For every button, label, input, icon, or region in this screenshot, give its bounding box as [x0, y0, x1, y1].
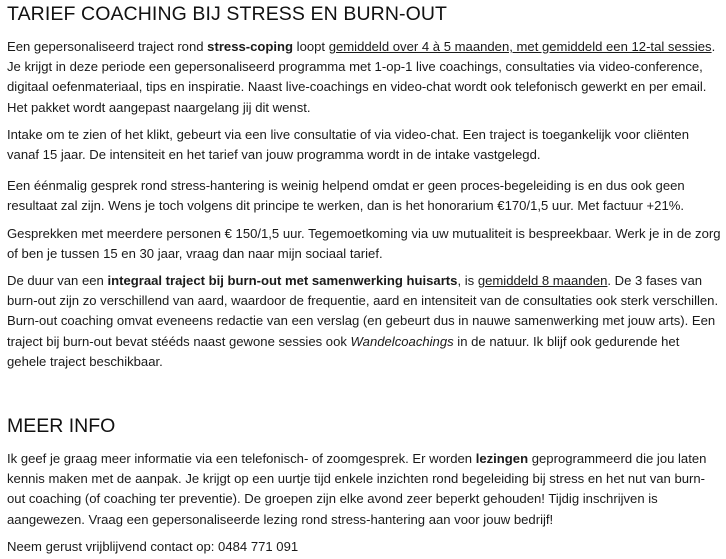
paragraph-traject-stress — [7, 37, 721, 118]
p2-text: Intake om te zien of het klikt, gebeurt via een live consultatie of via video-chat. Een traject is toegankelijk voor cliënten vanaf 15 jaar. De intensiteit en het tarief van jouw programma wordt in de intake vastgelegd. — [7, 127, 689, 163]
paragraph-contact — [7, 537, 721, 557]
paragraph-intake — [7, 125, 721, 165]
p5-text-a: De duur van een — [7, 273, 108, 288]
info-text-a: Ik geef je graag meer informatie via een telefonisch- of zoomgesprek. Er worden — [7, 451, 476, 466]
p5-text-c: , is — [457, 273, 478, 288]
p5-text-g: in de natuur. Ik blijf ook gedurende het gehele traject beschikbaar. — [7, 333, 680, 369]
paragraph-eenmalig-gesprek — [7, 176, 721, 216]
p5-underline-duration: gemiddeld 8 maanden — [477, 273, 608, 288]
p3-text: Een éénmalig gesprek rond stress-hantering is weinig helpend omdat er geen proces-begeleiding is en dus ook geen resultaat zal zijn. Wens je toch volgens dit principe te werken, dan is het honorarium €170/1,5 uur. Met factuur +21%. — [7, 178, 685, 214]
info-bold-lezingen: lezingen — [475, 451, 529, 466]
section-title-tarief: TARIEF COACHING BIJ STRESS EN BURN-OUT — [7, 3, 448, 25]
info-text-c: geprogrammeerd die jou laten kennis maken met de aanpak. Je krijgt op een uurtje tijd enkele inzichten rond begeleiding bij stress en het nut van burn-out coaching (of coaching ter preventie). De groepen zijn elke avond zeer beperkt gehouden! Tijdig inschrijven is aangewezen. Vraag een gepersonaliseerde lezing rond stress-hantering aan voor jouw bedrijf! — [7, 451, 707, 527]
contact-text: Neem gerust vrijblijvend contact op: 0484 771 091 — [7, 539, 299, 554]
p5-text-e: . De 3 fases van burn-out zijn zo verschillend van aard, waardoor de frequentie, aard en intensiteit van de consultaties ook sterk verschillen. Burn-out coaching omvat eveneens redactie van een verslag (en gebeurt dus in nauwe samenwerking met jouw arts). Een traject bij burn-out bevat stééds naast gewone sessies ook — [7, 273, 719, 349]
p5-bold-integraal-traject: integraal traject bij burn-out met samenwerking huisarts — [107, 273, 458, 288]
paragraph-burnout-traject — [7, 271, 721, 372]
p1-bold-stress-coping: stress-coping — [207, 39, 294, 54]
p1-underline-duration: gemiddeld over 4 à 5 maanden, met gemiddeld een 12-tal sessies — [328, 39, 712, 54]
p5-italic-wandelcoachings: Wandelcoachings — [350, 333, 454, 349]
paragraph-meerdere-personen — [7, 224, 721, 264]
p4-text: Gesprekken met meerdere personen € 150/1,5 uur. Tegemoetkoming via uw mutualiteit is bespreekbaar. Werk je in de zorg of ben je tussen 15 en 30 jaar, vraag dan naar mijn sociaal tarief. — [7, 226, 721, 262]
section-title-meer-info: MEER INFO — [7, 415, 116, 437]
p1-text-c: loopt — [293, 39, 329, 54]
p1-text-a: Een gepersonaliseerd traject rond — [7, 39, 208, 54]
paragraph-meer-info — [7, 449, 721, 530]
p1-text-e: . Je krijgt in deze periode een gepersonaliseerd programma met 1-op-1 live coachings, consultaties via video-conference, digitaal oefenmateriaal, tips en inspiratie. Naast live-coachings en video-chat wordt ook telefonisch gewerkt en per email. Het pakket wordt aangepast naargelang jij dit wenst. — [7, 39, 716, 115]
